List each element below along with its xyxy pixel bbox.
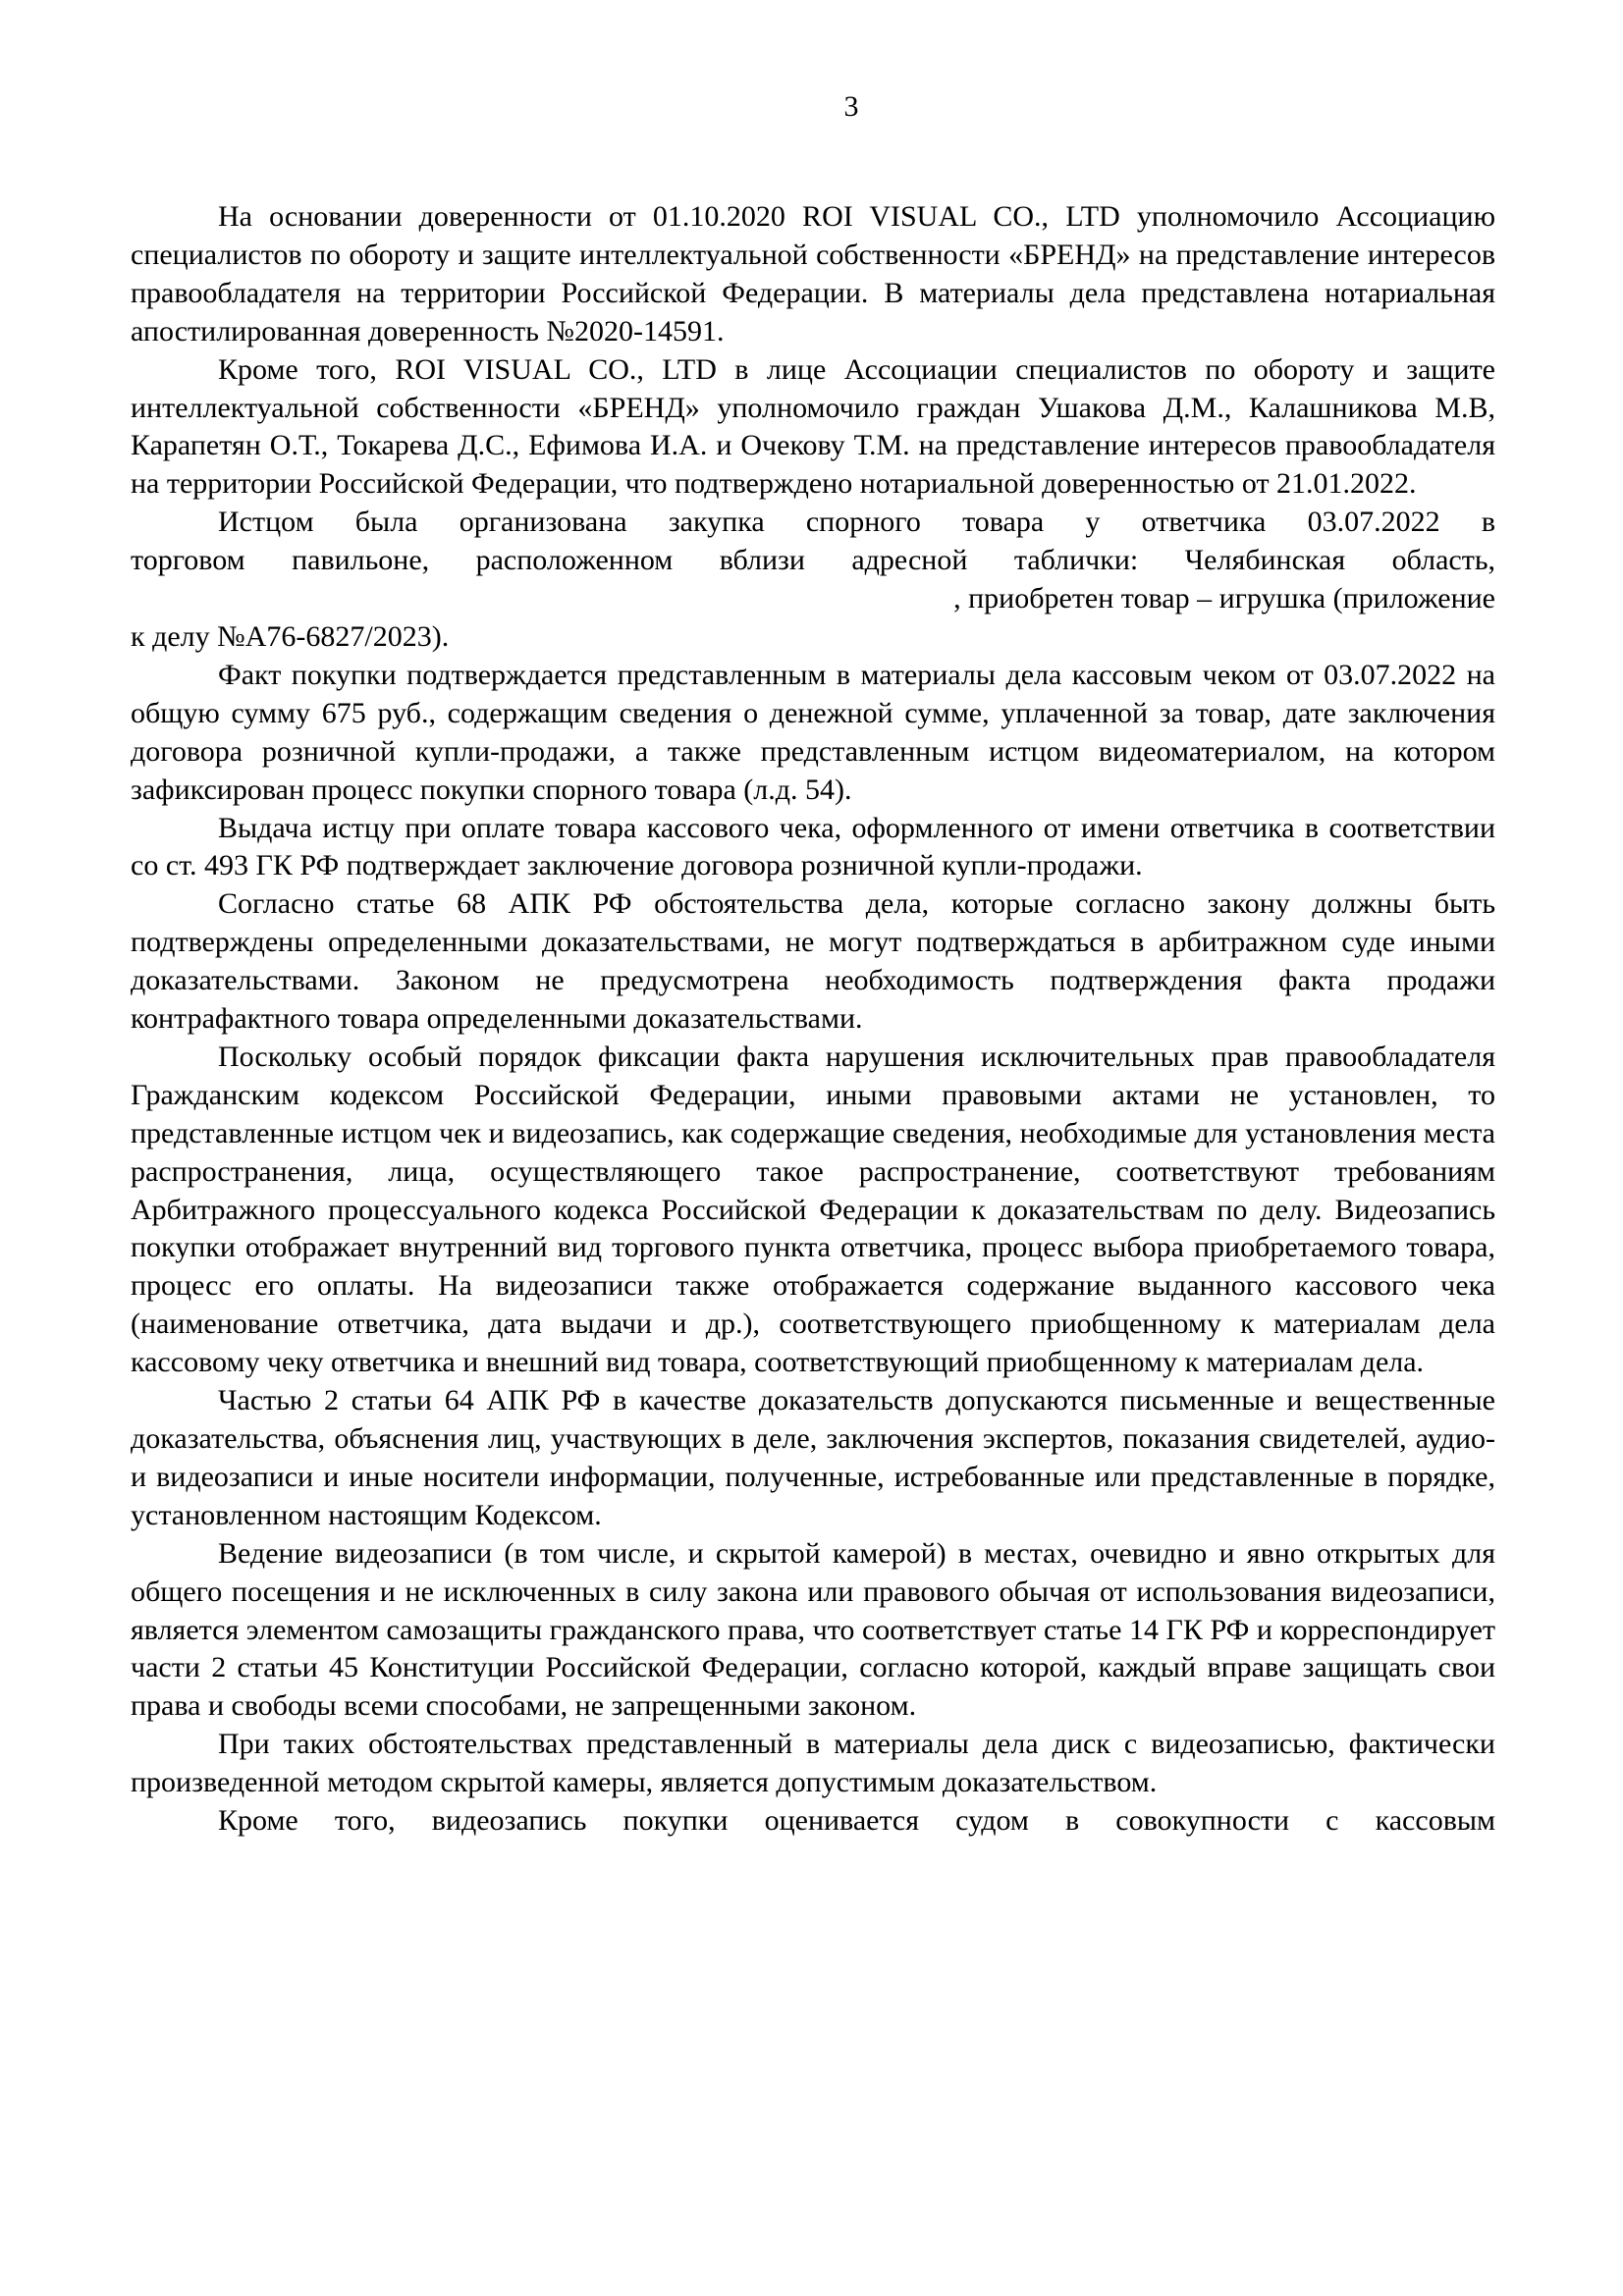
purchase-line-case-reference: к делу №А76-6827/2023). [131, 619, 450, 653]
purchase-line-1: Истцом была организована закупка спорного товара у ответчика 03.07.2022 в [218, 506, 1495, 539]
purchase-line-2: торговом павильоне, расположенном вблизи адресной таблички: Челябинская область, [131, 544, 1495, 577]
paragraph-purchase [131, 504, 1495, 657]
paragraph-evidence-fixation: Поскольку особый порядок фиксации факта нарушения исключительных прав правообладателя Гражданским кодексом Российской Федерации, иными правовыми актами не установлен, то представленные истцом чек и видеозапись, как содержащие сведения, необходимые для установления места распространения, лица, осуществляющего такое распространение, соответствуют требованиям Арбитражного процессуального кодекса Российской Федерации к доказательствам по делу. Видеозапись покупки отображает внутренний вид торгового пункта ответчика, процесс выбора приобретаемого товара, процесс его оплаты. На видеозаписи также отображается содержание выданного кассового чека (наименование ответчика, дата выдачи и др.), соответствующего приобщенному к материалам дела кассовому чеку ответчика и внешний вид товара, соответствующий приобщенному к материалам дела. [131, 1040, 1495, 1379]
paragraph-retail-sale-contract: Выдача истцу при оплате товара кассового чека, оформленного от имени ответчика в соответствии со ст. 493 ГК РФ подтверждает заключение договора розничной купли-продажи. [131, 811, 1495, 882]
paragraph-apc-article-64: Частью 2 статьи 64 АПК РФ в качестве доказательств допускаются письменные и вещественные доказательства, объяснения лиц, участвующих в деле, заключения экспертов, показания свидетелей, аудио- и видеозаписи и иные носители информации, полученные, истребованные или представленные в порядке, установленном настоящим Кодексом. [131, 1384, 1495, 1531]
purchase-line-redacted-address: , приобретен товар – игрушка (приложение [953, 582, 1495, 615]
paragraph-power-of-attorney: На основании доверенности от 01.10.2020 ROI VISUAL CO., LTD уполномочило Ассоциацию специалистов по обороту и защите интеллектуальной собственности «БРЕНД» на представление интересов правообладателя на территории Российской Федерации. В материалы дела представлена нотариальная апостилированная доверенность №2020-14591. [131, 200, 1495, 347]
paragraph-authorized-persons: Кроме того, ROI VISUAL CO., LTD в лице Ассоциации специалистов по обороту и защите интеллектуальной собственности «БРЕНД» уполномочило граждан Ушакова Д.М., Калашникова М.В, Карапетян О.Т., Токарева Д.С., Ефимова И.А. и Очекову Т.М. на представление интересов правообладателя на территории Российской Федерации, что подтверждено нотариальной доверенностью от 21.01.2022. [131, 352, 1495, 501]
paragraph-apc-article-68: Согласно статье 68 АПК РФ обстоятельства дела, которые согласно закону должны быть подтверждены определенными доказательствами, не могут подтверждаться в арбитражном суде иными доказательствами. Законом не предусмотрена необходимость подтверждения факта продажи контрафактного товара определенными доказательствами. [131, 887, 1495, 1036]
document-body [131, 198, 1495, 1841]
paragraph-hidden-camera-recording: Ведение видеозаписи (в том числе, и скрытой камерой) в местах, очевидно и явно открытых для общего посещения и не исключенных в силу закона или правового обычая от использования видеозаписи, является элементом самозащиты гражданского права, что соответствует статье 14 ГК РФ и корреспондирует части 2 статьи 45 Конституции Российской Федерации, согласно которой, каждый вправе защищать свои права и свободы всеми способами, не запрещенными законом. [131, 1536, 1495, 1723]
page-number: 3 [843, 90, 859, 123]
paragraph-video-with-receipt: Кроме того, видеозапись покупки оценивается судом в совокупности с кассовым [218, 1804, 1495, 1838]
paragraph-purchase-receipt: Факт покупки подтверждается представленным в материалы дела кассовым чеком от 03.07.2022 на общую сумму 675 руб., содержащим сведения о денежной сумме, уплаченной за товар, дате заключения договора розничной купли-продажи, а также представленным истцом видеоматериалом, на котором зафиксирован процесс покупки спорного товара (л.д. 54). [131, 658, 1495, 806]
paragraph-disc-admissible-evidence: При таких обстоятельствах представленный в материалы дела диск с видеозаписью, фактически произведенной методом скрытой камеры, является допустимым доказательством. [131, 1728, 1495, 1799]
